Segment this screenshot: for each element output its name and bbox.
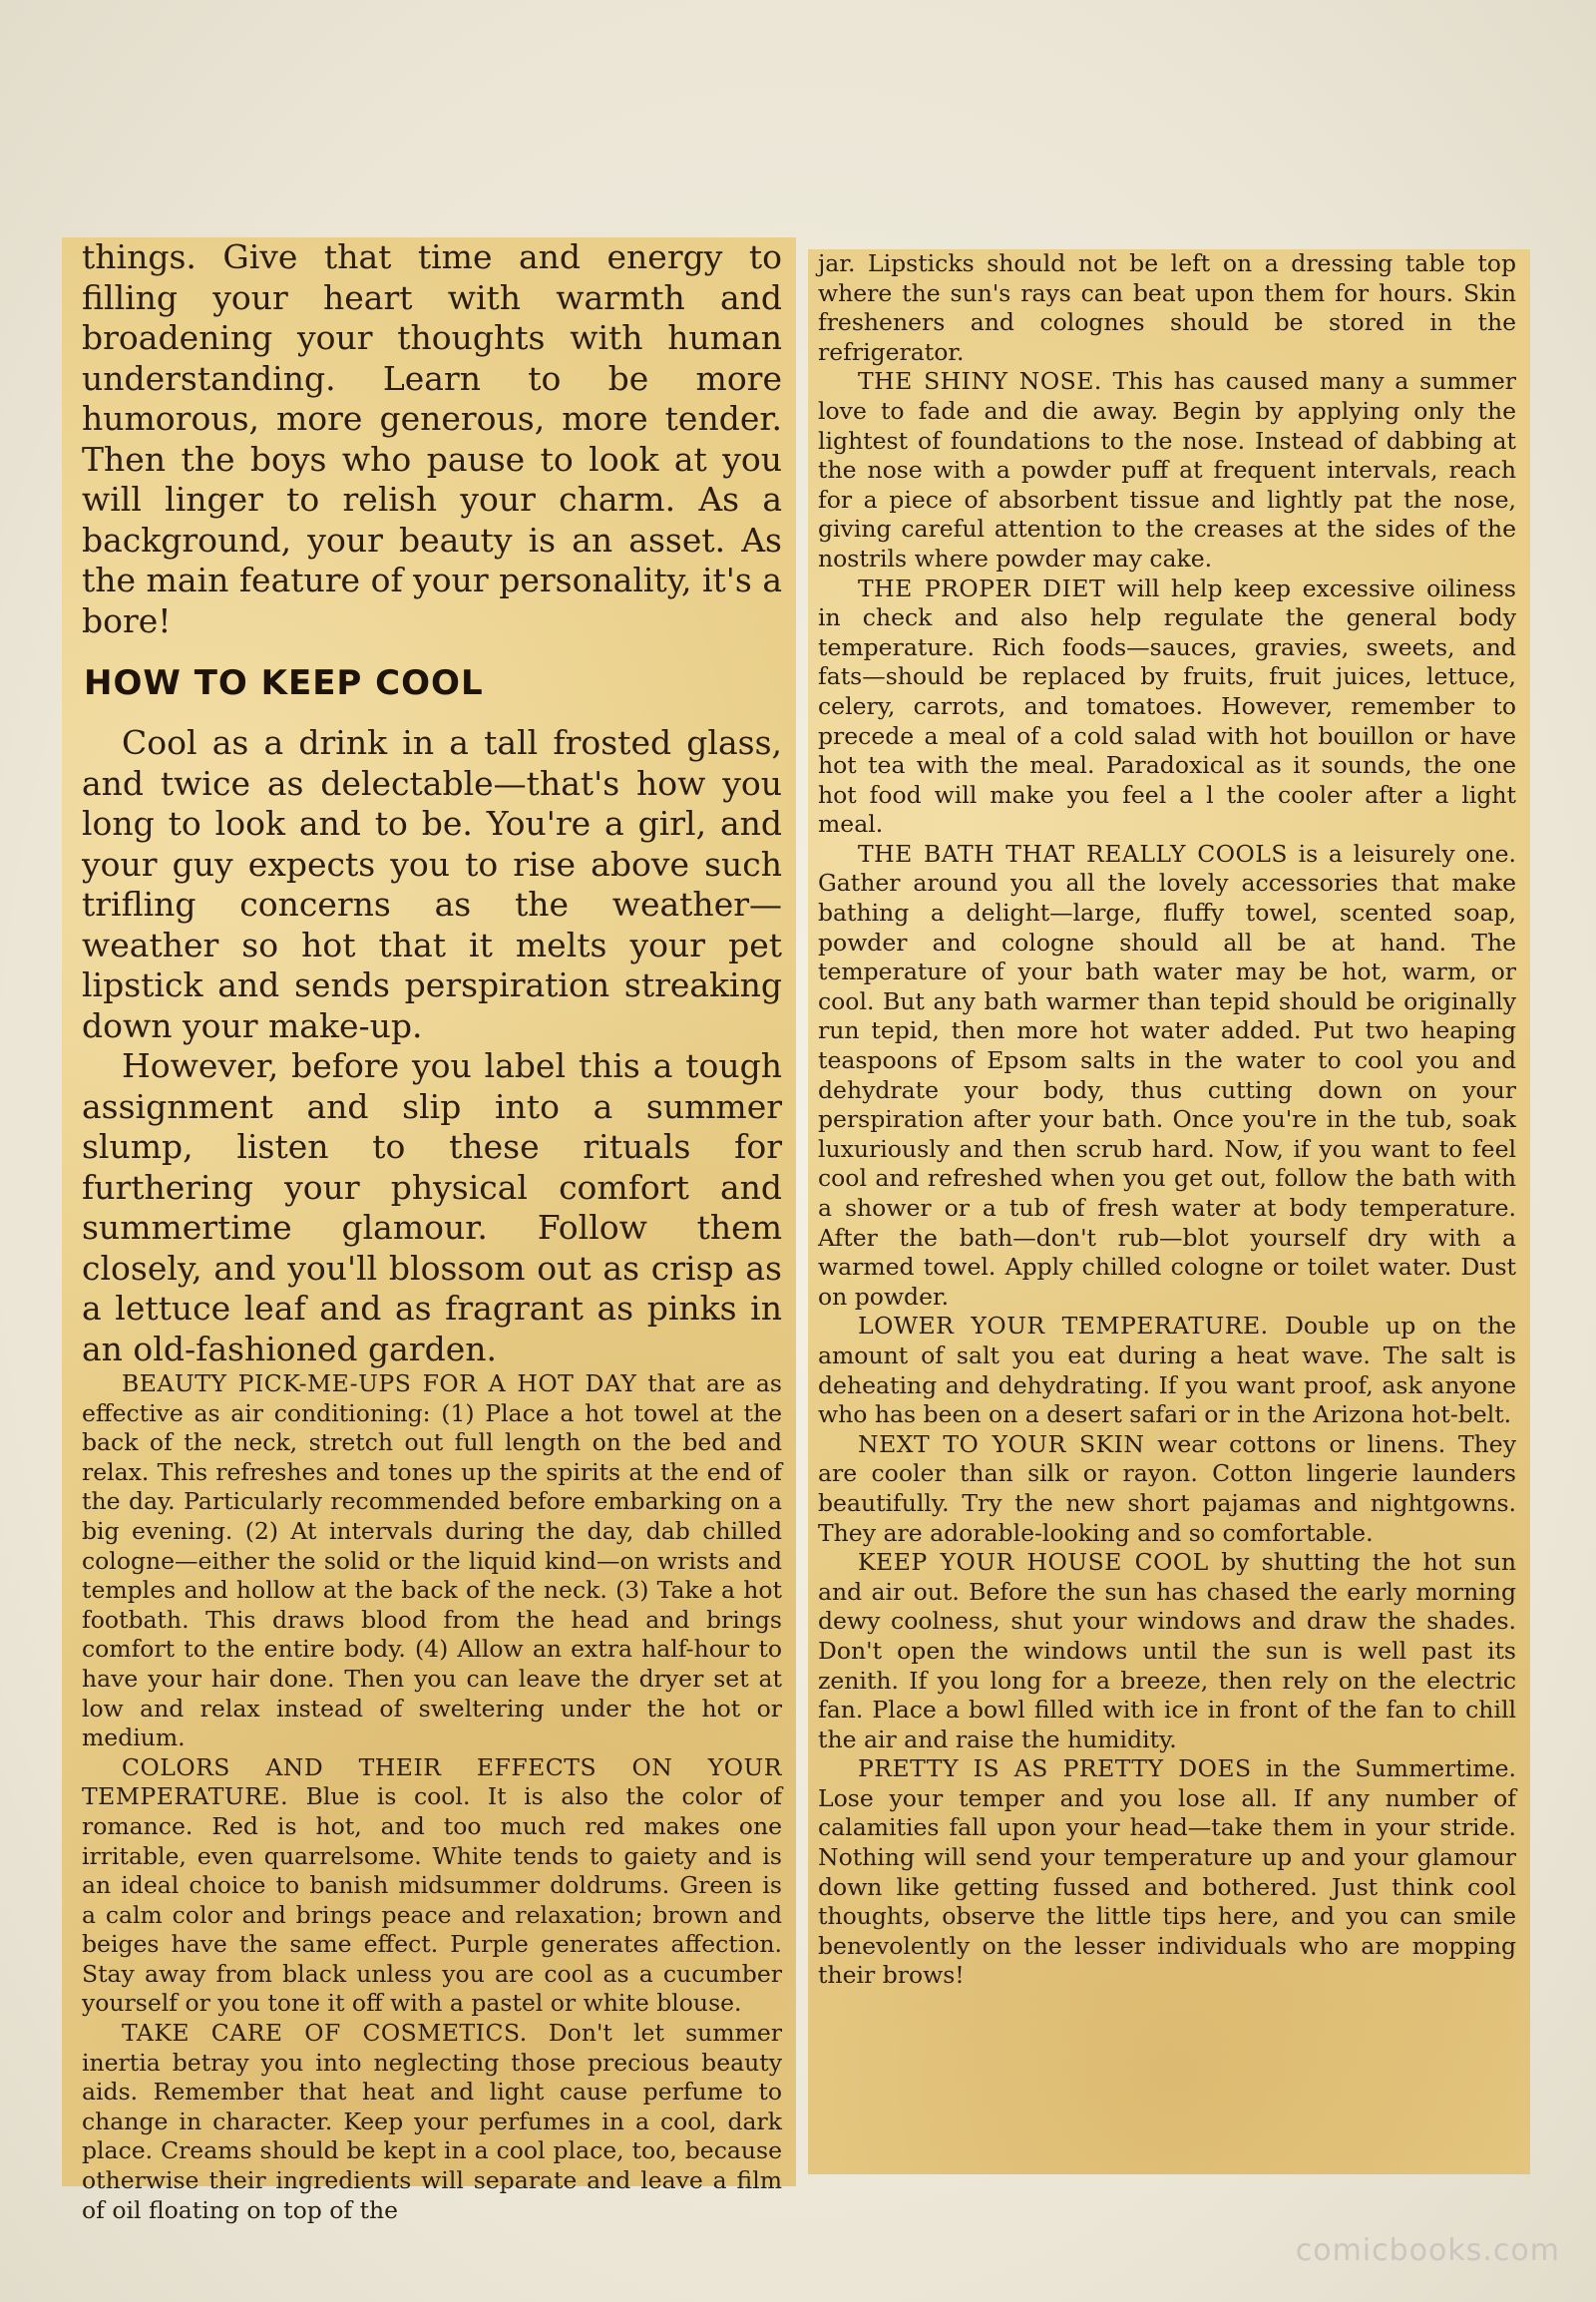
colors-text: Blue is cool. It is also the color of romance. Red is hot, and too much red makes one irritable, even quarrelsome. White tends to gaiety and is an ideal choice to banish midsummer doldrums. Green is a calm color and brings peace and relaxation; brown and beiges have the same effect. Purple generates affection. Stay away from black unless you are cool as a cucumber yourself or you tone it off with a pastel or white blouse. [82,1782,782,2018]
section-heading: HOW TO KEEP COOL [84,663,484,703]
beauty-section [82,1369,782,1753]
pretty-title: PRETTY IS AS PRETTY DOES [858,1754,1252,1783]
left-column [62,237,796,2224]
right-column [808,249,1530,2174]
cosmetics-title: TAKE CARE OF COSMETICS. [122,2019,528,2048]
cosmetics-section [82,2019,782,2225]
cosmetics-text: Don't let summer inertia betray you into neglecting those precious beauty aids. Remember that heat and light cause perfume to change in character. Keep your perfumes in a cool, dark place. Creams should be kept in a cool place, too, because otherwise their ingredients will separate and leave a film of oil floating on top of the [82,2019,782,2224]
house-title: KEEP YOUR HOUSE COOL [858,1548,1209,1577]
shiny-nose-text: This has caused many a summer love to fade and die away. Begin by applying only the lightest of foundations to the nose. Instead of dabbing at the nose with a powder puff at frequent intervals, reach for a piece of absorbent tissue and lightly pat the nose, giving careful attention to the creases at the sides of the nostrils where powder may cake. [818,367,1516,573]
pretty-section [818,1754,1516,1991]
shiny-nose-title: THE SHINY NOSE. [858,367,1102,396]
diet-text: will help keep excessive oiliness in check and also help regulate the general body temperature. Rich foods—sauces, gravies, sweets, and fats—should be replaced by fruits, fruit juices, lettuce, celery, carrots, and tomatoes. However, remember to precede a meal of a cold salad with hot bouillon or have hot tea with the meal. Paradoxical as it sounds, the one hot food will make you feel a l the cooler after a light meal. [818,574,1516,839]
skin-title: NEXT TO YOUR SKIN [858,1429,1145,1458]
lower-temperature-text: Double up on the amount of salt you eat during a heat wave. The salt is deheating and dehydrating. If you want proof, ask anyone who has been on a desert safari or in the Arizona hot-belt. [818,1312,1516,1429]
diet-title: THE PROPER DIET [858,574,1106,602]
cosmetics-continued: jar. Lipsticks should not be left on a dressing table top where the sun's rays can beat upon them for hours. Skin fresheners and colognes should be stored in the refrigerator. [818,249,1516,366]
watermark: comicbooks.com [1295,2233,1560,2268]
house-section [818,1548,1516,1754]
shiny-nose-section [818,367,1516,574]
house-text: by shutting the hot sun and air out. Before the sun has chased the early morning dewy coolness, shut your windows and draw the shades. Don't open the windows until the sun is well past its zenith. If you long for a breeze, then rely on the electric fan. Place a bowl filled with ice in front of the fan to chill the air and raise the humidity. [818,1548,1516,1753]
rituals-paragraph: However, before you label this a tough assignment and slip into a summer slump, listen to these rituals for furthering your physical comfort and summertime glamour. Follow them closely, and you'll blossom out as crisp as a lettuce leaf and as fragrant as pinks in an old-fashioned garden. [82,1046,782,1368]
skin-text: wear cottons or linens. They are cooler than silk or rayon. Cotton lingerie launders beautifully. Try the new short pajamas and nightgowns. They are adorable-looking and so comfortable. [818,1429,1516,1547]
beauty-title: BEAUTY PICK-ME-UPS FOR A HOT DAY [122,1369,637,1397]
bath-title: THE BATH THAT REALLY COOLS [858,839,1288,868]
diet-section [818,575,1516,840]
colors-title: COLORS AND THEIR EFFECTS ON YOUR TEMPERATURE. [82,1752,782,1811]
pretty-text: in the Summertime. Lose your temper and you lose all. If any number of calamities fall upon your head—take them in your stride. Nothing will send your temperature up and your glamour down like getting fussed and bothered. Just think cool thoughts, observe the little tips here, and you can smile benevolently on the lesser individuals who are mopping their brows! [818,1754,1516,1990]
colors-section [82,1753,782,2019]
lower-temperature-title: LOWER YOUR TEMPERATURE. [858,1312,1269,1341]
intro-paragraph: things. Give that time and energy to filling your heart with warmth and broadening your thoughts with human understanding. Learn to be more humorous, more generous, more tender. Then the boys who pause to look at you will linger to relish your charm. As a background, your beauty is an asset. As the main feature of your personality, it's a bore! [82,237,782,640]
lower-temperature-section [818,1312,1516,1429]
bath-section [818,840,1516,1313]
bath-text: is a leisurely one. Gather around you all the lovely accessories that make bathing a delight—large, fluffy towel, scented soap, powder and cologne should all be at hand. The temperature of your bath water may be hot, warm, or cool. But any bath warmer than tepid should be originally run tepid, then more hot water added. Put two heaping teaspoons of Epsom salts in the water to cool you and dehydrate your body, thus cutting down on your perspiration after your bath. Once you're in the tub, soak luxuriously and then scrub hard. Now, if you want to feel cool and refreshed when you get out, follow the bath with a shower or a tub of fresh water at body temperature. After the bath—don't rub—blot yourself dry with a warmed towel. Apply chilled cologne or toilet water. Dust on powder. [818,839,1516,1311]
cool-paragraph: Cool as a drink in a tall frosted glass, and twice as delectable—that's how you long to look and to be. You're a girl, and your guy expects you to rise above such trifling concerns as the weather—weather so hot that it melts your pet lipstick and sends perspiration streaking down your make-up. [82,723,782,1045]
beauty-text: that are as effective as air conditioning: (1) Place a hot towel at the back of the neck, stretch out full length on the bed and relax. This refreshes and tones up the spirits at the end of the day. Particularly recommended before embarking on a big evening. (2) At intervals during the day, dab chilled cologne—either the solid or the liquid kind—on wrists and temples and hollow at the back of the neck. (3) Take a hot footbath. This draws blood from the head and brings comfort to the entire body. (4) Allow an extra half-hour to have your hair done. Then you can leave the dryer set at low and relax instead of sweltering under the hot or medium. [82,1369,782,1752]
skin-section [818,1430,1516,1548]
